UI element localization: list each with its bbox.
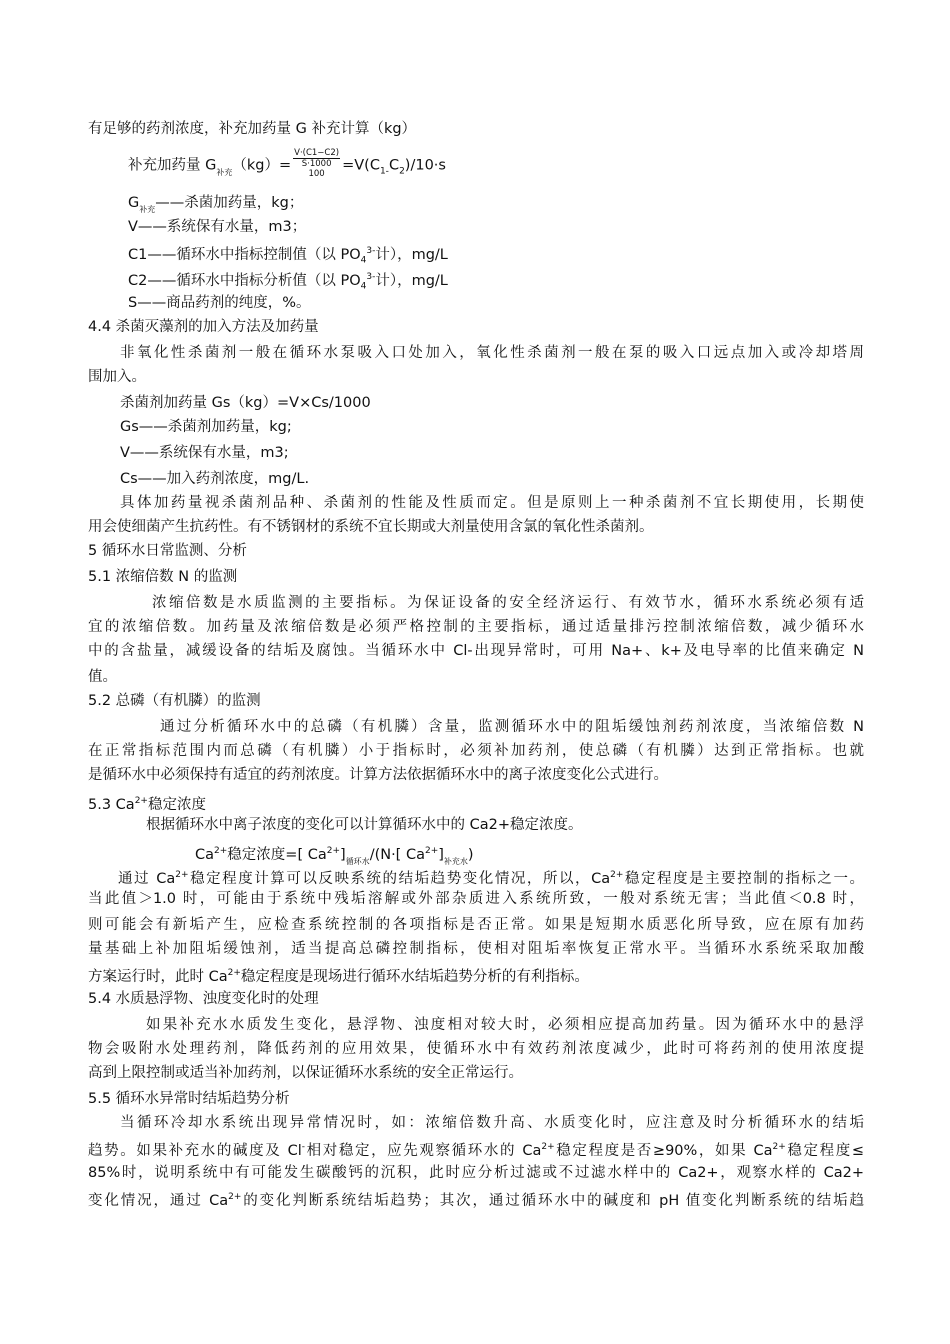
paragraph-line: 值。 — [88, 669, 117, 685]
section-heading-5-2: 5.2 总磷（有机膦）的监测 — [88, 693, 261, 709]
formula-bactericide-dosage: 杀菌剂加药量 Gs（kg）=V×Cs/1000 — [120, 395, 371, 411]
paragraph-line: 当此值＞1.0 时，可能由于系统中残垢溶解或外部杂质进入系统所致，一般对系统无害；当此值＜0.8 时， — [88, 891, 864, 907]
paragraph-line: 量基础上补加阻垢缓蚀剂，适当提高总磷控制指标，使相对阻垢率恢复正常水平。当循环水系统采取加酸 — [88, 941, 864, 957]
definition-gs: Gs——杀菌剂加药量，kg; — [120, 419, 292, 435]
formula-makeup-dosage: 补充加药量 $G_{补充}(kg)=$ V·(C1−C2) S·1000 100 $=V(C_{1-}C_2)/10\cdot s$ — [128, 148, 446, 179]
section-heading-4-4: 4.4 杀菌灭藻剂的加入方法及加药量 — [88, 319, 319, 335]
paragraph-line: 具体加药量视杀菌剂品种、杀菌剂的性能及性质而定。但是原则上一种杀菌剂不宜长期使用，长期使 — [120, 495, 864, 511]
section-heading-5-5: 5.5 循环水异常时结垢趋势分析 — [88, 1091, 290, 1107]
section-heading-5-1: 5.1 浓缩倍数 N 的监测 — [88, 569, 238, 585]
paragraph-line: 则可能会有新垢产生，应检查系统控制的各项指标是否正常。如果是短期水质恶化所导致，应在原有加药 — [88, 917, 864, 933]
paragraph-line: 用会使细菌产生抗药性。有不锈钢材的系统不宜长期或大剂量使用含氯的氧化性杀菌剂。 — [88, 519, 654, 535]
paragraph-line: 浓缩倍数是水质监测的主要指标。为保证设备的安全经济运行、有效节水，循环水系统必须有适 — [152, 595, 864, 611]
paragraph-line: 宜的浓缩倍数。加药量及浓缩倍数是必须严格控制的主要指标，通过适量排污控制浓缩倍数，减少循环水 — [88, 619, 864, 635]
paragraph-line: 有足够的药剂浓度，补充加药量 G 补充计算（kg） — [88, 121, 417, 137]
section-heading-5: 5 循环水日常监测、分析 — [88, 543, 247, 559]
paragraph-line: 85%时，说明系统中有可能发生碳酸钙的沉积，此时应分析过滤或不过滤水样中的 Ca2+，观察水样的 Ca2+ — [88, 1165, 864, 1181]
paragraph-line: 中的含盐量，减缓设备的结垢及腐蚀。当循环水中 Cl-出现异常时，可用 Na+、k+及电导率的比值来确定 N — [88, 643, 864, 659]
paragraph-line: 围加入。 — [88, 369, 146, 385]
paragraph-line: 当循环冷却水系统出现异常情况时，如：浓缩倍数升高、水质变化时，应注意及时分析循环水的结垢 — [120, 1115, 864, 1131]
definition-v: V——系统保有水量，m3； — [128, 219, 307, 235]
paragraph-line: 在正常指标范围内而总磷（有机膦）小于指标时，必须补加药剂，使总磷（有机膦）达到正常指标。也就 — [88, 743, 864, 759]
paragraph-line: 根据循环水中离子浓度的变化可以计算循环水中的 Ca2+稳定浓度。 — [146, 817, 583, 833]
paragraph-line: 通过 $Ca^{2+}$稳定程度计算可以反映系统的结垢趋势变化情况，所以，$Ca^{2+}$稳定程度是主要控制的指标之一。 — [118, 870, 865, 887]
paragraph-line: 是循环水中必须保持有适宜的药剂浓度。计算方法依据循环水中的离子浓度变化公式进行。 — [88, 767, 668, 783]
paragraph-line: 方案运行时，此时 $Ca^{2+}$稳定程度是现场进行循环水结垢趋势分析的有利指标。 — [88, 968, 589, 985]
paragraph-line: 趋势。如果补充水的碱度及 Cl-相对稳定，应先观察循环水的 $Ca^{2+}$稳定程度是否≥90%，如果 $Ca^{2+}$稳定程度≤ — [88, 1142, 865, 1159]
paragraph-line: 高到上限控制或适当补加药剂，以保证循环水系统的安全正常运行。 — [88, 1065, 523, 1081]
definition-cs: Cs——加入药剂浓度，mg/L. — [120, 471, 310, 487]
section-heading-5-4: 5.4 水质悬浮物、浊度变化时的处理 — [88, 991, 319, 1007]
paragraph-line: 通过分析循环水中的总磷（有机膦）含量，监测循环水中的阻垢缓蚀剂药剂浓度，当浓缩倍数 N — [160, 719, 864, 735]
definition-g: $G_{补充}——$杀菌加药量，kg； — [128, 195, 304, 214]
section-heading-5-3: 5.3 $Ca^{2+}$稳定浓度 — [88, 796, 206, 813]
definition-c1: C1——循环水中指标控制值（以 $PO_4^{3-}$计），mg/L — [128, 246, 448, 266]
definition-c2: C2——循环水中指标分析值（以 $PO_4^{3-}$计），mg/L — [128, 272, 448, 292]
paragraph-line: 非氧化性杀菌剂一般在循环水泵吸入口处加入，氧化性杀菌剂一般在泵的吸入口远点加入或冷却塔周 — [120, 345, 864, 361]
paragraph-line: 变化情况，通过 $Ca^{2+}$的变化判断系统结垢趋势；其次，通过循环水中的碱度和 pH 值变化判断系统的结垢趋 — [88, 1192, 864, 1209]
definition-s: S——商品药剂的纯度，%。 — [128, 295, 311, 311]
definition-v: V——系统保有水量，m3; — [120, 445, 289, 461]
formula-ca-stability: $Ca^{2+}$稳定浓度=[ $Ca^{2+}]_{循环水}/(N\cdot$[ $Ca^{2+}]_{补充水}$) — [195, 846, 474, 866]
paragraph-line: 物会吸附水处理药剂，降低药剂的应用效果，使循环水中有效药剂浓度减少，此时可将药剂的使用浓度提 — [88, 1041, 864, 1057]
paragraph-line: 如果补充水水质发生变化，悬浮物、浊度相对较大时，必须相应提高加药量。因为循环水中的悬浮 — [146, 1017, 864, 1033]
